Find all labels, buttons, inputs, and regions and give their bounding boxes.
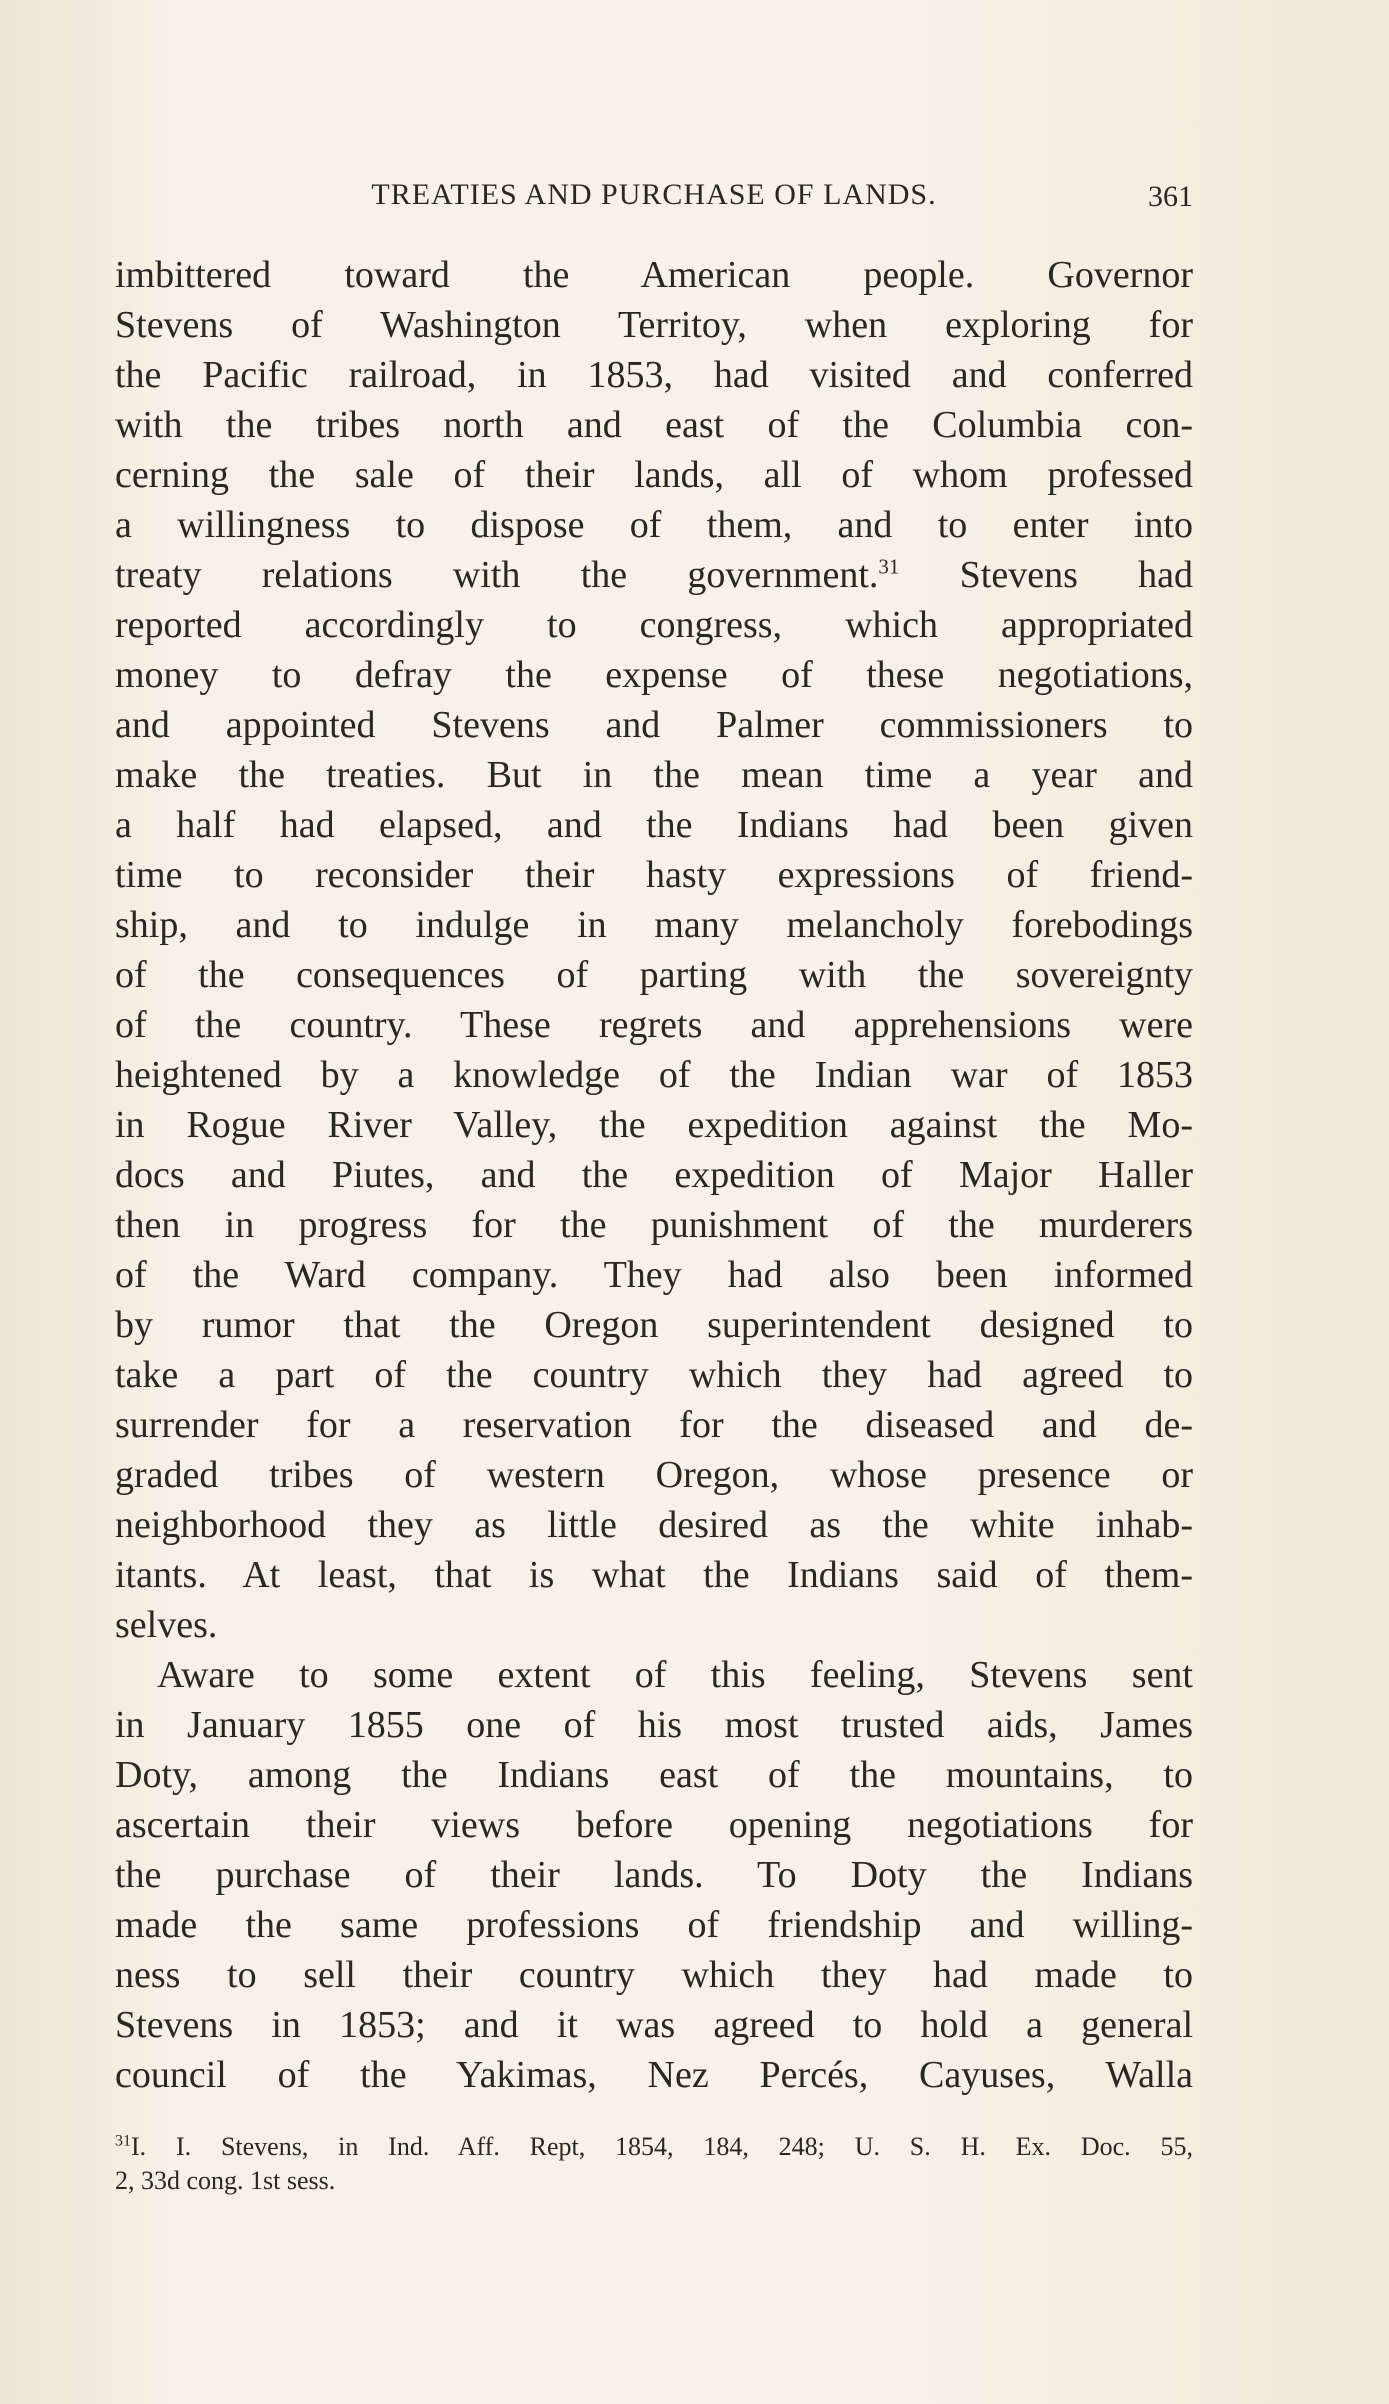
text-line: docs and Piutes, and the expedition of Major Haller	[115, 1154, 1193, 1196]
text-line: selves.	[115, 1604, 218, 1646]
text-line: a willingness to dispose of them, and to enter into	[115, 504, 1193, 546]
text-line: council of the Yakimas, Nez Percés, Cayuses, Walla	[115, 2054, 1193, 2096]
text-line: then in progress for the punishment of the murderers	[115, 1204, 1193, 1246]
text-line: ness to sell their country which they had made to	[115, 1954, 1193, 1996]
text-line: Stevens in 1853; and it was agreed to hold a general	[115, 2004, 1193, 2046]
text-line: the purchase of their lands. To Doty the Indians	[115, 1854, 1193, 1896]
body-text	[115, 250, 1193, 2100]
running-title: TREATIES AND PURCHASE OF LANDS.	[371, 178, 937, 211]
text-line: make the treaties. But in the mean time a year and	[115, 754, 1193, 796]
page-header	[115, 178, 1193, 224]
footnotes	[115, 2130, 1193, 2198]
line-fragment: treaty relations with the government.	[115, 554, 879, 596]
text-line: ascertain their views before opening negotiations for	[115, 1804, 1193, 1846]
text-line: with the tribes north and east of the Columbia con-	[115, 404, 1193, 446]
text-line: a half had elapsed, and the Indians had been given	[115, 804, 1193, 846]
text-line: of the consequences of parting with the sovereignty	[115, 954, 1193, 996]
text-line: in Rogue River Valley, the expedition against the Mo-	[115, 1104, 1193, 1146]
text-line: ship, and to indulge in many melancholy forebodings	[115, 904, 1193, 946]
text-line	[115, 550, 1193, 600]
text-line: reported accordingly to congress, which appropriated	[115, 604, 1193, 646]
page-number: 361	[1148, 180, 1193, 213]
footnote-reference: 31	[878, 554, 900, 579]
text-line: of the country. These regrets and apprehensions were	[115, 1004, 1193, 1046]
text-line: Stevens of Washington Territoy, when exploring for	[115, 304, 1193, 346]
text-line: heightened by a knowledge of the Indian war of 1853	[115, 1054, 1193, 1096]
footnote-line: 2, 33d cong. 1st sess.	[115, 2166, 336, 2195]
text-line: neighborhood they as little desired as the white inhab-	[115, 1504, 1193, 1546]
text-line: Doty, among the Indians east of the mountains, to	[115, 1754, 1193, 1796]
text-line: made the same professions of friendship and willing-	[115, 1904, 1193, 1946]
text-line: in January 1855 one of his most trusted aids, James	[115, 1704, 1193, 1746]
text-line: cerning the sale of their lands, all of whom professed	[115, 454, 1193, 496]
footnote-text: I. I. Stevens, in Ind. Aff. Rept, 1854, 184, 248; U. S. H. Ex. Doc. 55,	[131, 2132, 1193, 2161]
text-line: Aware to some extent of this feeling, Stevens sent	[157, 1654, 1193, 1696]
text-line: money to defray the expense of these negotiations,	[115, 654, 1193, 696]
line-fragment: Stevens had	[959, 554, 1193, 596]
text-line: the Pacific railroad, in 1853, had visited and conferred	[115, 354, 1193, 396]
text-line: graded tribes of western Oregon, whose presence or	[115, 1454, 1193, 1496]
text-line: and appointed Stevens and Palmer commissioners to	[115, 704, 1193, 746]
text-line: time to reconsider their hasty expressions of friend-	[115, 854, 1193, 896]
text-line: take a part of the country which they had agreed to	[115, 1354, 1193, 1396]
footnote-line	[115, 2130, 1193, 2164]
footnote-marker: 31	[115, 2132, 131, 2150]
text-line: by rumor that the Oregon superintendent designed to	[115, 1304, 1193, 1346]
text-line: imbittered toward the American people. Governor	[115, 254, 1193, 296]
text-line: surrender for a reservation for the diseased and de-	[115, 1404, 1193, 1446]
text-line: of the Ward company. They had also been informed	[115, 1254, 1193, 1296]
text-line: itants. At least, that is what the Indians said of them-	[115, 1554, 1193, 1596]
